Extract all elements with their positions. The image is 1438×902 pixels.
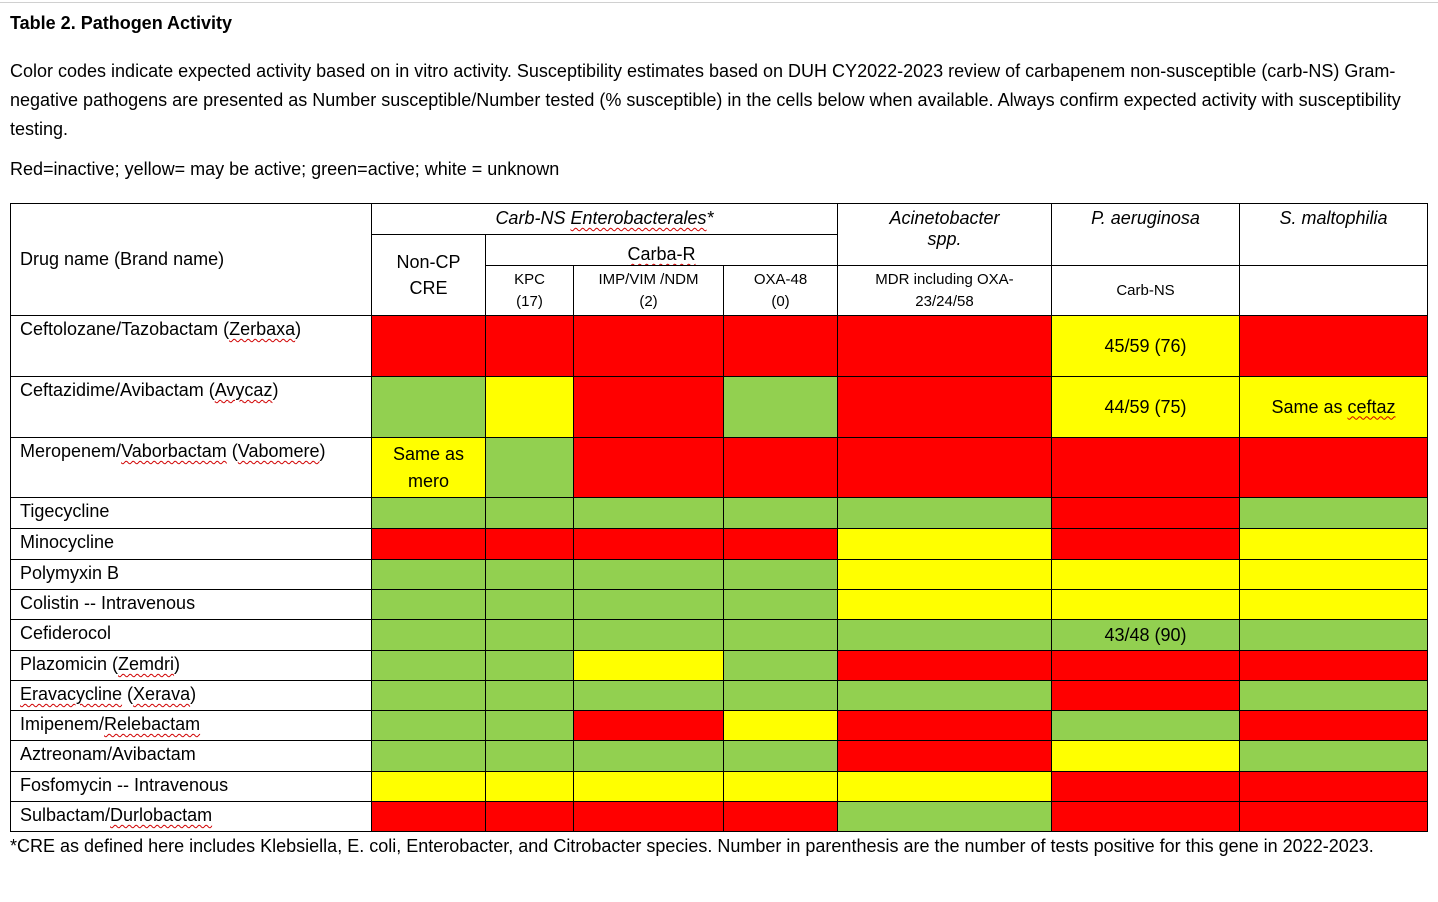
s-maltophilia-header: S. maltophilia	[1240, 204, 1428, 266]
drug-name-header: Drug name (Brand name)	[11, 204, 372, 316]
activity-cell	[372, 498, 486, 529]
drug-name-cell: Plazomicin (Zemdri)	[11, 651, 372, 681]
table-row	[11, 802, 1428, 832]
activity-cell: 45/59 (76)	[1052, 316, 1240, 377]
activity-cell	[1240, 498, 1428, 529]
activity-cell	[1052, 802, 1240, 832]
activity-cell	[1240, 590, 1428, 620]
drug-name-cell: Aztreonam/Avibactam	[11, 741, 372, 772]
activity-cell	[372, 711, 486, 741]
kpc-header: KPC (17)	[486, 266, 574, 316]
activity-cell	[574, 438, 724, 498]
activity-cell	[1052, 711, 1240, 741]
activity-cell	[1052, 498, 1240, 529]
activity-cell	[838, 651, 1052, 681]
drug-name-cell: Ceftazidime/Avibactam (Avycaz)	[11, 377, 372, 438]
drug-name-cell: Fosfomycin -- Intravenous	[11, 772, 372, 802]
activity-cell	[372, 741, 486, 772]
table-row	[11, 681, 1428, 711]
activity-cell	[1240, 711, 1428, 741]
p-aeruginosa-header: P. aeruginosa	[1052, 204, 1240, 266]
activity-cell	[574, 711, 724, 741]
activity-cell	[1052, 741, 1240, 772]
activity-cell	[372, 316, 486, 377]
activity-cell	[372, 620, 486, 651]
table-row	[11, 651, 1428, 681]
activity-cell	[724, 560, 838, 590]
activity-cell: 44/59 (75)	[1052, 377, 1240, 438]
activity-cell	[724, 772, 838, 802]
s-maltophilia-subheader	[1240, 266, 1428, 316]
activity-cell	[574, 590, 724, 620]
carb-ns-enterobacterales-header: Carb-NS Enterobacterales*	[372, 204, 838, 235]
activity-cell	[838, 377, 1052, 438]
activity-cell	[574, 560, 724, 590]
drug-name-cell: Imipenem/Relebactam	[11, 711, 372, 741]
table-row	[11, 711, 1428, 741]
table-row	[11, 377, 1428, 438]
activity-cell	[838, 529, 1052, 560]
activity-cell	[1240, 529, 1428, 560]
table-row	[11, 590, 1428, 620]
activity-cell	[838, 802, 1052, 832]
activity-cell	[486, 316, 574, 377]
drug-name-cell: Ceftolozane/Tazobactam (Zerbaxa)	[11, 316, 372, 377]
activity-cell	[724, 377, 838, 438]
activity-cell	[724, 529, 838, 560]
activity-cell	[1052, 772, 1240, 802]
activity-cell	[838, 316, 1052, 377]
activity-cell	[1240, 741, 1428, 772]
activity-cell	[486, 772, 574, 802]
carb-ns-header: Carb-NS	[1052, 266, 1240, 316]
activity-cell	[1240, 772, 1428, 802]
activity-cell	[372, 772, 486, 802]
activity-cell	[574, 741, 724, 772]
activity-cell	[724, 802, 838, 832]
table-row	[11, 620, 1428, 651]
drug-name-cell: Tigecycline	[11, 498, 372, 529]
activity-cell	[486, 498, 574, 529]
activity-cell	[724, 590, 838, 620]
activity-cell: 43/48 (90)	[1052, 620, 1240, 651]
drug-name-cell: Eravacycline (Xerava)	[11, 681, 372, 711]
non-cp-cre-header: Non-CP CRE	[372, 235, 486, 316]
activity-cell	[838, 590, 1052, 620]
activity-cell	[1052, 529, 1240, 560]
activity-cell	[574, 681, 724, 711]
activity-cell	[838, 772, 1052, 802]
activity-cell	[574, 620, 724, 651]
activity-cell	[486, 560, 574, 590]
table-row	[11, 529, 1428, 560]
table-row	[11, 438, 1428, 498]
activity-cell	[372, 802, 486, 832]
activity-cell	[486, 620, 574, 651]
activity-cell	[486, 438, 574, 498]
activity-cell	[1052, 560, 1240, 590]
activity-cell	[1240, 802, 1428, 832]
activity-cell	[1052, 438, 1240, 498]
activity-cell	[1240, 560, 1428, 590]
activity-cell	[486, 529, 574, 560]
activity-cell	[372, 377, 486, 438]
table-title: Table 2. Pathogen Activity	[10, 13, 233, 33]
activity-cell	[574, 377, 724, 438]
oxa-48-header: OXA-48 (0)	[724, 266, 838, 316]
activity-cell	[486, 651, 574, 681]
activity-cell	[838, 620, 1052, 651]
activity-cell	[838, 681, 1052, 711]
activity-cell	[486, 802, 574, 832]
activity-cell	[1240, 316, 1428, 377]
activity-cell	[486, 741, 574, 772]
drug-name-cell: Cefiderocol	[11, 620, 372, 651]
table-row	[11, 560, 1428, 590]
drug-name-cell: Colistin -- Intravenous	[11, 590, 372, 620]
drug-name-cell: Meropenem/Vaborbactam (Vabomere)	[11, 438, 372, 498]
activity-cell	[838, 498, 1052, 529]
activity-cell	[724, 620, 838, 651]
activity-cell	[838, 741, 1052, 772]
activity-cell	[574, 772, 724, 802]
activity-cell	[372, 529, 486, 560]
activity-cell	[724, 711, 838, 741]
activity-cell	[1240, 651, 1428, 681]
description-paragraph: Color codes indicate expected activity based on in vitro activity. Susceptibility estimates based on DUH CY2022-2023 review of carbapenem non-susceptible (carb-NS) Gram-negative pathogens are presented as Number susceptible/Number tested (% susceptible) in the cells below when available. Always confirm expected activity with susceptibility testing.	[10, 61, 1401, 139]
activity-cell	[724, 741, 838, 772]
activity-cell	[724, 316, 838, 377]
activity-cell	[574, 316, 724, 377]
activity-cell	[574, 529, 724, 560]
footnote: *CRE as defined here includes Klebsiella, E. coli, Enterobacter, and Citrobacter species. Number in parenthesis are the number of tests positive for this gene in 2022-2023.	[10, 836, 1374, 856]
imp-vim-ndm-header: IMP/VIM /NDM (2)	[574, 266, 724, 316]
activity-cell	[1240, 620, 1428, 651]
activity-cell	[724, 498, 838, 529]
mdr-oxa-header: MDR including OXA- 23/24/58	[838, 266, 1052, 316]
activity-cell	[486, 681, 574, 711]
activity-cell: Same as ceftaz	[1240, 377, 1428, 438]
activity-cell	[1052, 651, 1240, 681]
drug-name-cell: Sulbactam/Durlobactam	[11, 802, 372, 832]
table-row	[11, 741, 1428, 772]
activity-cell	[486, 711, 574, 741]
activity-cell	[372, 681, 486, 711]
color-legend: Red=inactive; yellow= may be active; green=active; white = unknown	[10, 159, 560, 179]
activity-cell	[486, 377, 574, 438]
carba-r-header: Carba-R	[486, 235, 838, 266]
drug-name-cell: Minocycline	[11, 529, 372, 560]
activity-cell	[372, 590, 486, 620]
activity-cell	[724, 438, 838, 498]
top-rule	[0, 2, 1438, 3]
drug-name-cell: Polymyxin B	[11, 560, 372, 590]
activity-cell	[372, 651, 486, 681]
table-row	[11, 316, 1428, 377]
table-row	[11, 772, 1428, 802]
activity-cell	[1240, 681, 1428, 711]
activity-cell	[838, 711, 1052, 741]
activity-cell	[724, 651, 838, 681]
activity-cell	[486, 590, 574, 620]
table-row	[11, 498, 1428, 529]
activity-cell	[372, 560, 486, 590]
activity-cell	[838, 438, 1052, 498]
activity-cell	[574, 651, 724, 681]
activity-cell	[838, 560, 1052, 590]
activity-cell	[574, 802, 724, 832]
activity-cell	[1052, 681, 1240, 711]
activity-cell: Same as mero	[372, 438, 486, 498]
activity-cell	[574, 498, 724, 529]
activity-cell	[1240, 438, 1428, 498]
table-body	[11, 316, 1428, 832]
activity-cell	[724, 681, 838, 711]
acinetobacter-header: Acinetobacter spp.	[838, 204, 1052, 266]
activity-cell	[1052, 590, 1240, 620]
pathogen-activity-table	[10, 203, 1428, 832]
